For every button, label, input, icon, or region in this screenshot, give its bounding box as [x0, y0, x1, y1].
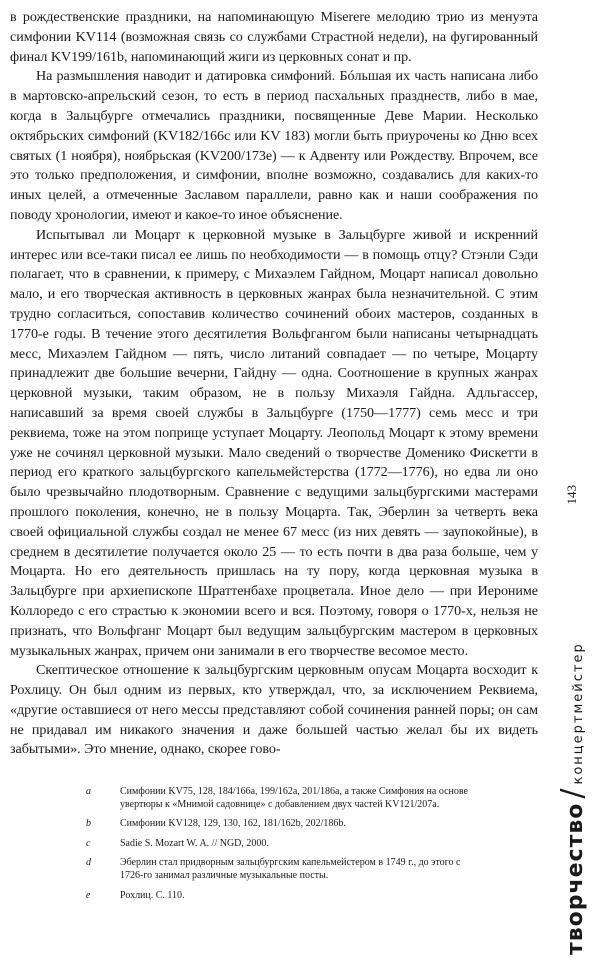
- footnote-letter: b: [86, 818, 91, 830]
- section-word-creativity: творчество: [562, 802, 588, 955]
- paragraph-3: Испытывал ли Моцарт к церковной музыке в Зальцбурге живой и искренний интерес или все-таки писал ее лишь по необходимости — в помощь отцу? Стэнли Сэди полагает, что в сравнении, к примеру, с Михаэлем Гайдном, Моцарт написал довольно мало, и его творческая активность в церковных жанрах была незначительной. С этим трудно согласиться, сопоставив количество сочинений обоих мастеров, созданных в 1770-е годы. В течение этого десятилетия Вольфгангом были написаны четырнадцать месс, Михаэлем Гайдном — пять, число литаний совпадает — по четыре, Моцарту принадлежит две большие вечерни, Гайдну — одна. Соотношение в крупных жанрах церковной музыки, таким образом, не в пользу Михаэля Гайдна. Адльгассер, написавший за время своей службы в Зальцбурге (1750—1777) семь месс и три реквиема, тоже на этом поприще уступает Моцарту. Леопольд Моцарт к этому времени уже не сочинял церковной музыки. Мало сведений о творчестве Доменико Фискетти в период его краткого зальцбургского капельмейстерства (1772—1776), но едва ли оно было чрезвычайно плодотворным. Сравнение с ведущими зальцбургскими мастерами прошлого поколения, конечно, не в пользу Моцарта. Так, Эберлин за четверть века своей официальной службы создал не менее 67 месс (из них девять — заупокойные), в среднем в десятилетие получается около 25 — то есть почти в два раза больше, чем у Моцарта. Но его деятельность пришлась на ту пору, когда церковная музыка в Зальцбурге при архиепископе Шраттенбахе процветала. Иное дело — при Иерониме Коллоредо с его страстью к экономии всего и вся. Поэтому, говоря о 1770-х, нельзя не признать, что Вольфганг Моцарт был ведущим зальцбургским мастером в церковных музыкальных жанрах, причем они занимали в его творчестве весомое место.: [10, 226, 538, 659]
- section-word-concertmaster: концертмейстер: [570, 642, 586, 785]
- footnote-letter: c: [86, 837, 91, 849]
- footnote-text: Симфонии KV128, 129, 130, 162, 181/162b, 202/186b.: [120, 818, 346, 830]
- paragraph-1: в рождественские праздники, на напоминающую Miserere мелодию трио из менуэта симфонии KV114 (возможная связь со службами Страстной недели), на фугированный финал KV199/161b, напоминающий жиги из церковных сонат и пр.: [10, 9, 538, 65]
- section-title: [555, 642, 590, 955]
- footnote-c: [86, 838, 486, 851]
- paragraph-4: Скептическое отношение к зальцбургским церковным опусам Моцарта восходит к Рохлицу. Он был одним из первых, кто утверждал, что, за исключением Реквиема, «другие оставшиеся от него мессы представляют собой сочинения ранней поры; он сам не придавал им никакого значения и даже большей частью желал бы их видеть забытыми». Это мнение, однако, скорее гово-: [10, 662, 538, 758]
- footnote-text: Рохлиц. С. 110.: [120, 889, 185, 901]
- main-text: [10, 8, 538, 760]
- footnote-b: [86, 818, 486, 831]
- footnote-a: [86, 786, 486, 811]
- section-slash: /: [554, 788, 590, 799]
- footnote-letter: a: [86, 786, 91, 797]
- running-head: [552, 485, 592, 955]
- footnotes: [86, 786, 486, 909]
- footnote-text: Эберлин стал придворным зальцбургским капельмейстером в 1749 г., до этого с 1726-го занимал различные музыкальные посты.: [120, 857, 461, 881]
- footnote-text: Sadie S. Mozart W. A. // NGD, 2000.: [120, 837, 269, 849]
- page-number: 143: [564, 485, 579, 505]
- footnote-letter: d: [86, 857, 91, 869]
- footnote-letter: e: [86, 889, 91, 901]
- footnote-d: [86, 857, 486, 882]
- footnote-e: [86, 890, 486, 903]
- footnote-text: Симфонии KV75, 128, 184/166a, 199/162a, 201/186a, а также Симфония на основе увертюры к «Мнимой садовнице» с добавлением двух частей KV121/207a.: [120, 786, 468, 810]
- paragraph-2: На размышления наводит и датировка симфоний. Бóльшая их часть написана либо в мартовско-апрельский сезон, то есть в период пасхальных празднеств, либо в мае, когда в Зальцбурге отмечались праздники, посвященные Деве Марии. Несколько октябрьских симфоний (KV182/166c или KV 183) могли быть приурочены ко Дню всех святых (1 ноября), ноябрьская (KV200/173e) — к Адвенту или Рождеству. Впрочем, все это только предположения, и симфонии, вполне возможно, создавались для каких-то иных целей, а отмеченные Заславом параллели, равно как и наши соображения по поводу хронологии, имеют и какое-то иное объяснение.: [10, 68, 538, 223]
